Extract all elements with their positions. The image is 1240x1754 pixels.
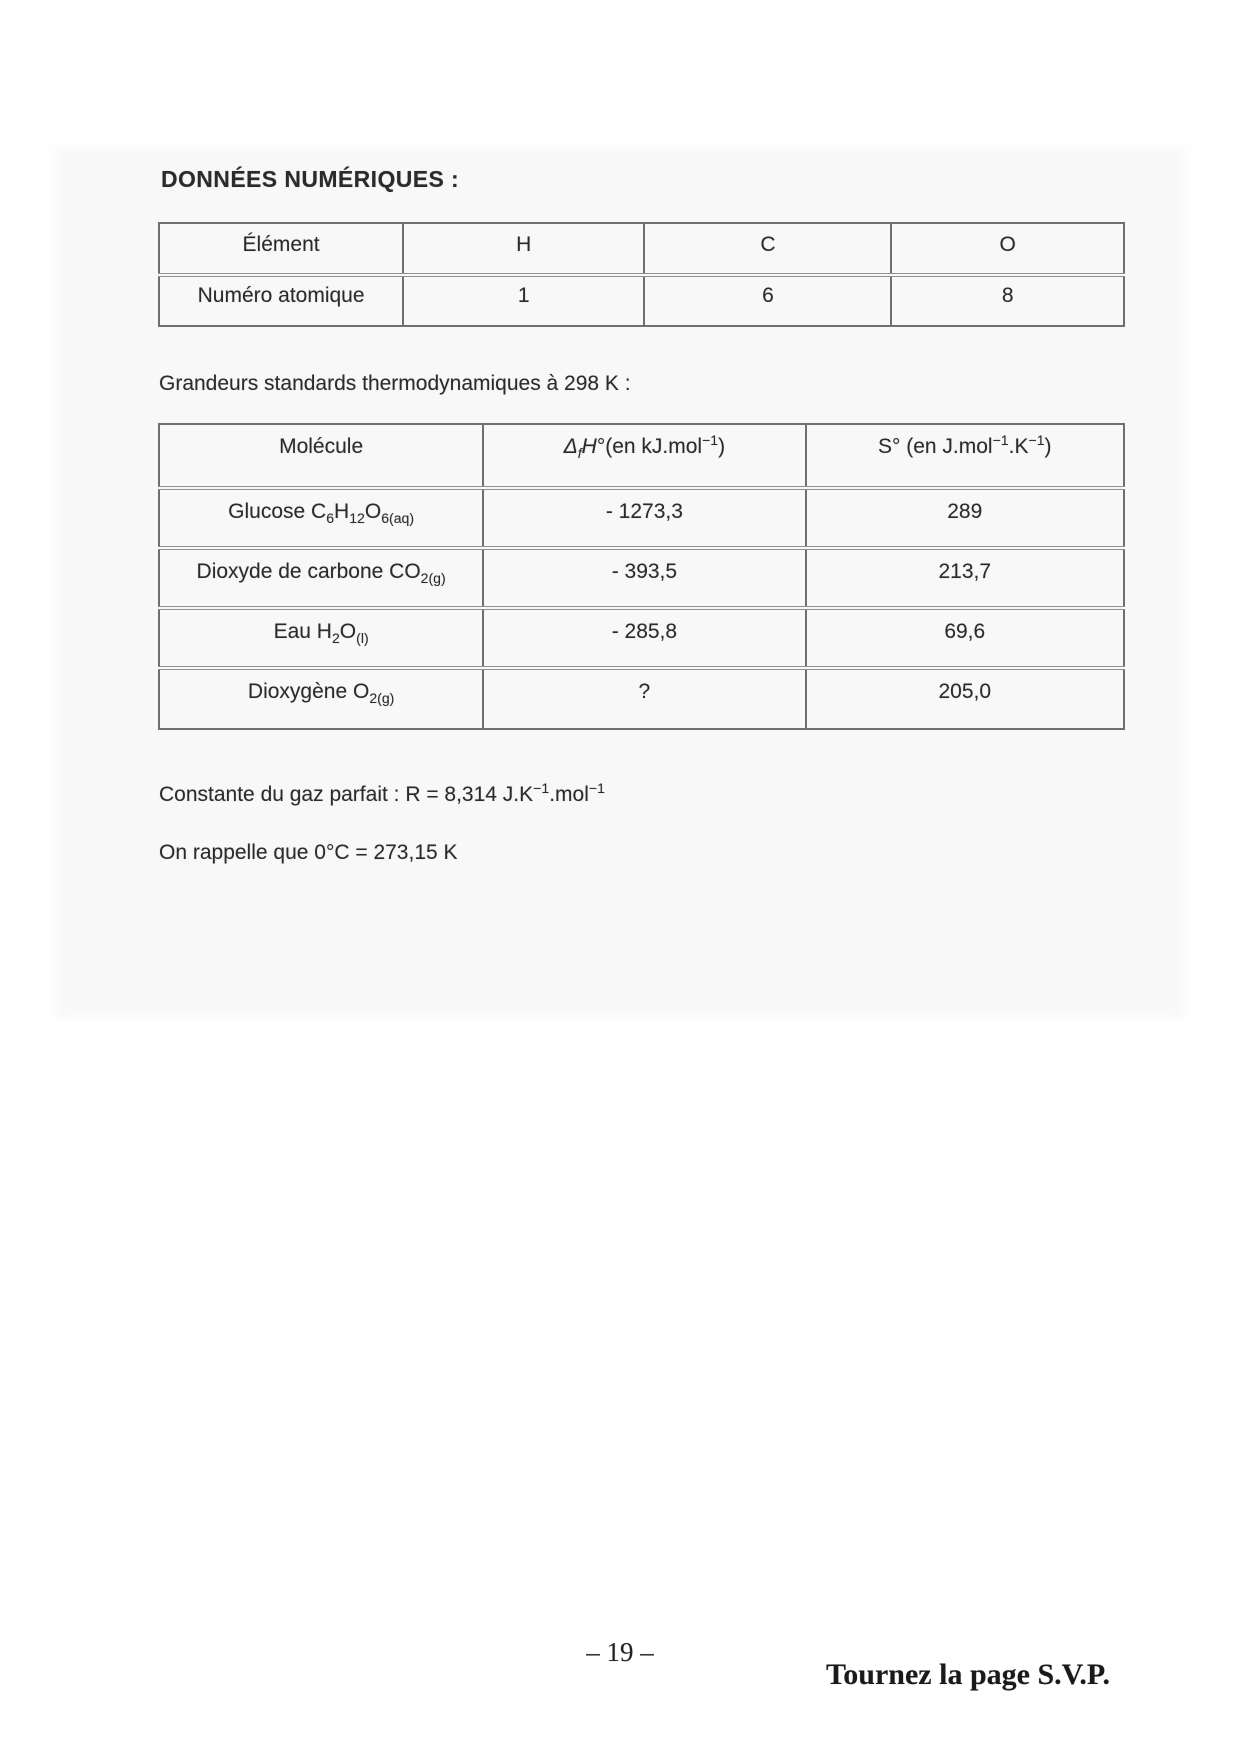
gas-constant-note: Constante du gaz parfait : R = 8,314 $J.K^{-1}.mol^{-1}$ xyxy=(159,780,605,806)
atomic-number-o: 8 xyxy=(891,275,1124,326)
enthalpy-cell: - 285,8 xyxy=(483,608,805,668)
atomic-number-h: 1 xyxy=(403,275,644,326)
thermo-table-header-row xyxy=(159,424,1124,488)
thermo-header-molecule: Molécule xyxy=(159,424,483,488)
thermo-header-enthalpy: $\Delta_fH^\circ(en$ kJ.mol$^{-1}$) xyxy=(483,424,805,488)
molecule-cell: Eau $H_2O_{(l)}$ xyxy=(159,608,483,668)
thermo-row-eau xyxy=(159,608,1124,668)
thermo-row-glucose xyxy=(159,488,1124,548)
thermo-section-intro: Grandeurs standards thermodynamiques à 298 K : xyxy=(159,372,631,395)
elements-table xyxy=(158,222,1125,327)
molecule-cell: Glucose $C_6H_{12}O_{6(aq)}$ xyxy=(159,488,483,548)
enthalpy-cell: - 393,5 xyxy=(483,548,805,608)
enthalpy-cell: ? xyxy=(483,668,805,729)
elements-header-o: O xyxy=(891,223,1124,275)
thermo-row-dioxygene xyxy=(159,668,1124,729)
entropy-cell: 289 xyxy=(806,488,1124,548)
atomic-number-c: 6 xyxy=(644,275,891,326)
thermo-header-entropy: S° (en $J.mol^{-1}.K^{-1}$) xyxy=(806,424,1124,488)
molecule-cell: Dioxygène $O_{2(g)}$ xyxy=(159,668,483,729)
entropy-cell: 205,0 xyxy=(806,668,1124,729)
atomic-number-label: Numéro atomique xyxy=(159,275,403,326)
thermo-table xyxy=(158,423,1125,730)
thermo-row-co2 xyxy=(159,548,1124,608)
turn-page-note: Tournez la page S.V.P. xyxy=(826,1658,1110,1691)
atomic-number-row xyxy=(159,275,1124,326)
page-number: – 19 – xyxy=(586,1637,654,1667)
elements-header-h: H xyxy=(403,223,644,275)
entropy-cell: 69,6 xyxy=(806,608,1124,668)
zero-celsius-note: On rappelle que 0°C = 273,15 K xyxy=(159,841,458,864)
enthalpy-cell: - 1273,3 xyxy=(483,488,805,548)
molecule-cell: Dioxyde de carbone $CO_{2(g)}$ xyxy=(159,548,483,608)
elements-table-header-row xyxy=(159,223,1124,275)
page-title: DONNÉES NUMÉRIQUES : xyxy=(161,166,460,192)
elements-header-c: C xyxy=(644,223,891,275)
entropy-cell: 213,7 xyxy=(806,548,1124,608)
elements-header-element: Élément xyxy=(159,223,403,275)
